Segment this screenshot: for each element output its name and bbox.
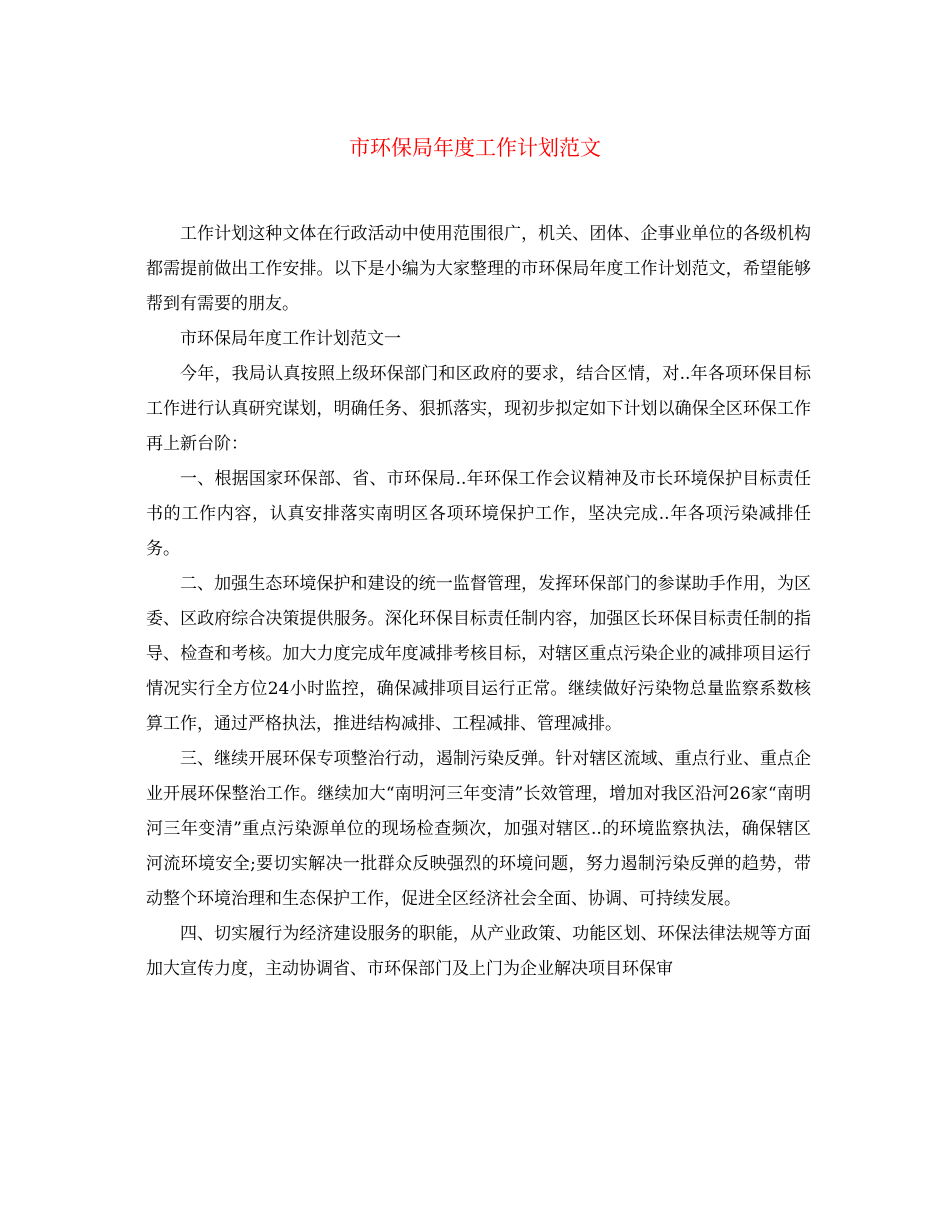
body-paragraph-1: 今年，我局认真按照上级环保部门和区政府的要求，结合区情，对..年各项环保目标工作进行认真研究谋划，明确任务、狠抓落实，现初步拟定如下计划以确保全区环保工作再上新台阶：: [146, 364, 811, 454]
document-body: [146, 217, 811, 987]
body-paragraph-3: 二、加强生态环境保护和建设的统一监督管理，发挥环保部门的参谋助手作用，为区委、区政府综合决策提供服务。深化环保目标责任制内容，加强区长环保目标责任制的指导、检查和考核。加大力度完成年度减排考核目标，对辖区重点污染企业的减排项目运行情况实行全方位24小时监控，确保减排项目运行正常。继续做好污染物总量监察系数核算工作，通过严格执法，推进结构减排、工程减排、管理减排。: [146, 574, 811, 734]
document-title: 市环保局年度工作计划范文: [349, 136, 601, 160]
section-heading: 市环保局年度工作计划范文一: [180, 329, 401, 349]
body-paragraph-2: 一、根据国家环保部、省、市环保局..年环保工作会议精神及市长环境保护目标责任书的工作内容，认真安排落实南明区各项环境保护工作，坚决完成..年各项污染减排任务。: [146, 469, 811, 559]
body-paragraph-4: 三、继续开展环保专项整治行动，遏制污染反弹。针对辖区流域、重点行业、重点企业开展环保整治工作。继续加大“南明河三年变清”长效管理，增加对我区沿河26家“南明河三年变清”重点污染源单位的现场检查频次，加强对辖区..的环境监察执法，确保辖区河流环境安全;要切实解决一批群众反映强烈的环境问题，努力遏制污染反弹的趋势，带动整个环境治理和生态保护工作，促进全区经济社会全面、协调、可持续发展。: [146, 749, 811, 909]
intro-paragraph: 工作计划这种文体在行政活动中使用范围很广，机关、团体、企事业单位的各级机构都需提前做出工作安排。以下是小编为大家整理的市环保局年度工作计划范文，希望能够帮到有需要的朋友。: [146, 224, 811, 314]
body-paragraph-5: 四、切实履行为经济建设服务的职能，从产业政策、功能区划、环保法律法规等方面加大宣传力度，主动协调省、市环保部门及上门为企业解决项目环保审: [146, 924, 811, 979]
